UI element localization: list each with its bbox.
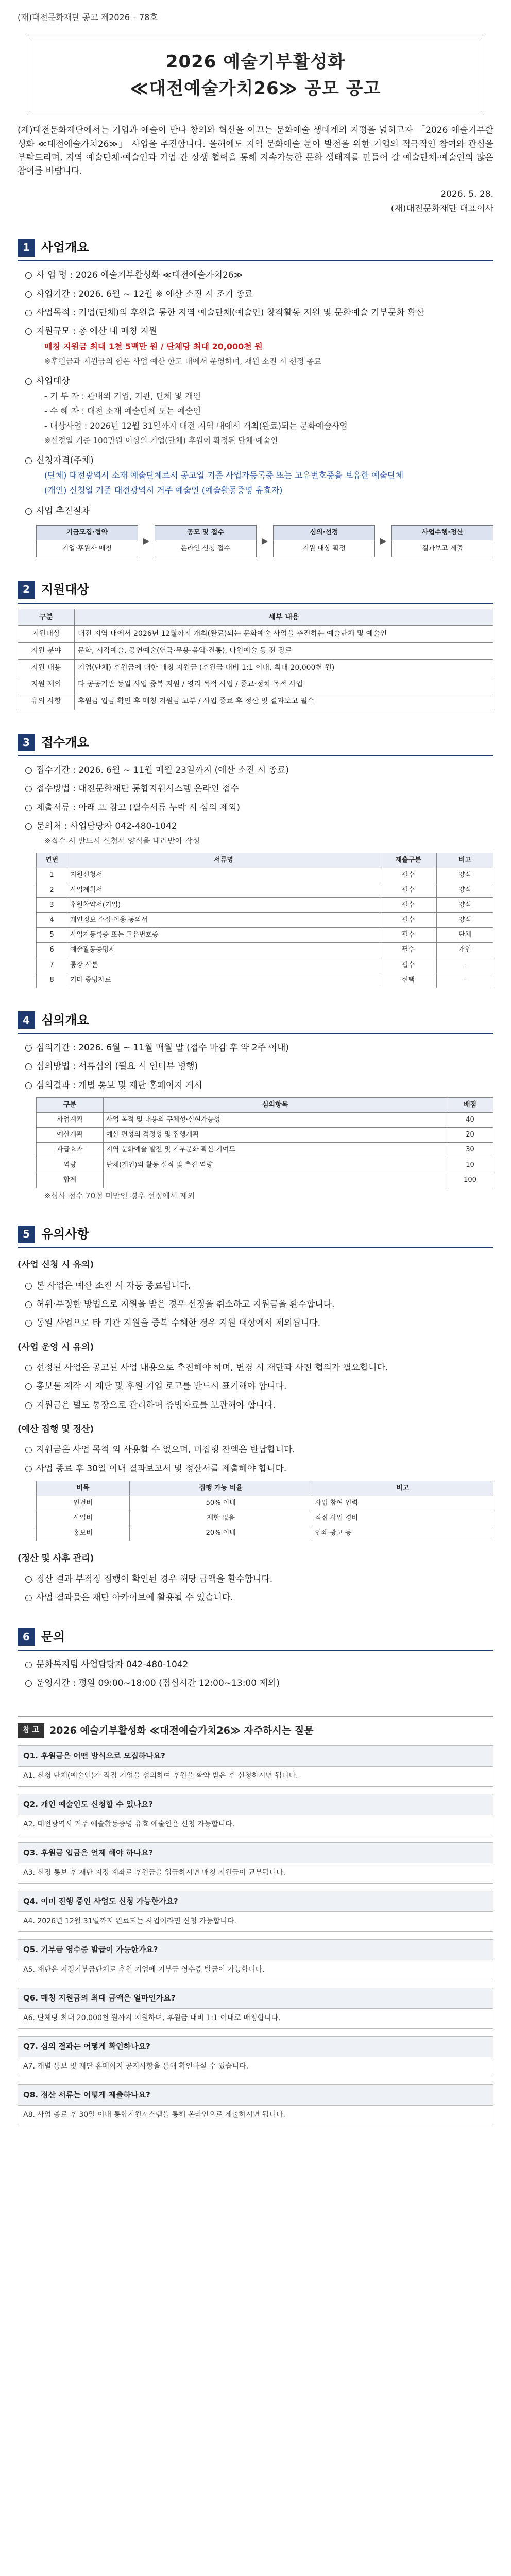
section-6-header <box>18 1628 493 1651</box>
intro-paragraph: (재)대전문화재단에서는 기업과 예술이 만나 창의와 혁신을 이끄는 문화예술 생태계의 지평을 넓히고자 「2026 예술기부활성화 ≪대전예술가치26≫」 사업을 추진합니다. 올해에도 지역 문화예술 분야 발전을 위한 기업의 적극적인 참여와 관심을 부탁드리며, 지역 예술단체·예술인과 기업 간 상생 협력을 통해 지속가능한 문화 생태계를 만들어 갈 예술단체·예술인의 많은 참여를 바랍니다. <box>18 125 493 177</box>
budget-highlight: 매칭 지원금 최대 1천 5백만 원 / 단체당 최대 20,000천 원 <box>44 341 263 351</box>
section-4-header <box>18 1011 493 1034</box>
support-table: 구분 세부 내용 지원대상 대전 지역 내에서 2026년 12월까지 개최(완료)되는 문화예술 사업을 추진하는 예술단체 및 예술인 지원 분야 문학, 시각예술, 공연예술(연극·무용·음악·전통), 다원예술 등 전 장르 지원 내용 기업(단체) 후원금에 대한 매칭 지원금 (후원금 대비 1:1 이내, 최대 20,000천 원) 지원 제외 타 공공기관 동일 사업 중복 지원 / 영리 목적 사업 / 종교·정치 목적 사업 유의 사항 후원금 입금 확인 후 매칭 지원금 교부 / 사업 종료 후 정산 및 결과보고 필수 <box>18 609 493 710</box>
table-row: 지원 분야 문학, 시각예술, 공연예술(연극·무용·음악·전통), 다원예술 등 전 장르 <box>18 642 493 659</box>
subsection-heading: (예산 집행 및 정산) <box>18 1424 94 1435</box>
section-number: 6 <box>18 1628 35 1646</box>
section-title: 문의 <box>41 1629 65 1644</box>
section-title: 지원대상 <box>41 582 89 597</box>
note: ※ 선정일 기준 100만원 이상의 기업(단체) 후원이 확정된 단체·예술인 <box>44 435 493 447</box>
caution-list <box>18 1361 493 1412</box>
documents-table: 연번 서류명 제출구분 비고 1 지원신청서 필수 양식 2 사업계획서 필수 양식 3 후원확약서(기업) 필수 양식 4 개인정보 수집·이용 동의서 필수 양식 5 사업자등록증 또는 고유번호증 필수 단체 6 예술활동증명서 필수 개인 7 통장 사본 필수 - 8 기타 증빙자료 선택 - <box>36 853 493 988</box>
notice-number: (재)대전문화재단 공고 제2026 – 78호 <box>18 12 158 22</box>
page-title-line2: ≪대전예술가치26≫ 공모 공고 <box>130 78 381 99</box>
table-row: 인건비 50% 이내 사업 참여 인력 <box>37 1496 493 1511</box>
faq-item: Q2. 개인 예술인도 신청할 수 있나요? A2. 대전광역시 거주 예술활동증명 유효 예술인은 신청 가능합니다. <box>18 1794 493 1835</box>
list-item: ○ 지원규모 : 총 예산 내 매칭 지원 <box>25 325 493 338</box>
table-row: 2 사업계획서 필수 양식 <box>37 883 493 897</box>
list-item: ○ 홍보물 제작 시 재단 및 후원 기업 로고를 반드시 표기해야 합니다. <box>25 1380 493 1393</box>
table-row: 지원대상 대전 지역 내에서 2026년 12월까지 개최(완료)되는 문화예술 사업을 추진하는 예술단체 및 예술인 <box>18 626 493 643</box>
flow-step: 공모 및 접수 온라인 신청 접수 <box>155 525 257 557</box>
list-item: ○ 접수방법 : 대전문화재단 통합지원시스템 온라인 접수 <box>25 782 493 795</box>
list-item: ○ 접수기간 : 2026. 6월 ~ 11월 매월 23일까지 (예산 소진 시 종료) <box>25 764 493 777</box>
caution-list <box>18 1572 493 1605</box>
target-sub: - 대상사업 : 2026년 12월 31일까지 대전 지역 내에서 개최(완료)되는 문화예술사업 <box>44 420 493 433</box>
section-2-header <box>18 580 493 603</box>
list-item: ○ 선정된 사업은 공고된 사업 내용으로 추진해야 하며, 변경 시 재단과 사전 협의가 필요합니다. <box>25 1361 493 1375</box>
list-item: ○ 정산 결과 부적정 집행이 확인된 경우 해당 금액을 환수합니다. <box>25 1572 493 1586</box>
table-row: 합계 100 <box>37 1173 493 1188</box>
apply-sub: (단체) 대전광역시 소재 예술단체로서 공고일 기준 사업자등록증 또는 고유번호증을 보유한 예술단체 <box>44 470 404 481</box>
section-number: 5 <box>18 1226 35 1243</box>
list-item: ○ 사업 결과물은 재단 아카이브에 활용될 수 있습니다. <box>25 1591 493 1604</box>
faq-item: Q1. 후원금은 어떤 방식으로 모집하나요? A1. 신청 단체(예술인)가 직접 기업을 섭외하여 후원을 확약 받은 후 신청하시면 됩니다. <box>18 1745 493 1787</box>
process-list <box>18 504 493 518</box>
table-row: 사업계획 사업 목적 및 내용의 구체성·실현가능성 40 <box>37 1113 493 1128</box>
table-row: 8 기타 증빙자료 선택 - <box>37 973 493 988</box>
table-row: 1 지원신청서 필수 양식 <box>37 868 493 883</box>
faq-item: Q7. 심의 결과는 어떻게 확인하나요? A7. 개별 통보 및 재단 홈페이지 공지사항을 통해 확인하실 수 있습니다. <box>18 2036 493 2077</box>
flow-step: 사업수행·정산 결과보고 제출 <box>391 525 493 557</box>
section-title: 접수개요 <box>41 735 89 750</box>
table-row: 사업비 제한 없음 직접 사업 경비 <box>37 1511 493 1526</box>
section-number: 4 <box>18 1011 35 1029</box>
section-number: 1 <box>18 239 35 257</box>
list-item: ○ 사업 추진절차 <box>25 504 493 518</box>
list-item: ○ 사업목적 : 기업(단체)의 후원을 통한 지역 예술단체(예술인) 창작활동 지원 및 문화예술 기부문화 확산 <box>25 306 493 319</box>
faq-tag: 참 고 <box>18 1723 44 1738</box>
section-title: 사업개요 <box>41 240 89 255</box>
section-5-header <box>18 1225 493 1248</box>
section-3-list <box>18 764 493 833</box>
table-row: 6 예술활동증명서 필수 개인 <box>37 943 493 958</box>
list-item: ○ 신청자격(주체) <box>25 454 493 467</box>
list-item: ○ 심의방법 : 서류심의 (필요 시 인터뷰 병행) <box>25 1060 493 1073</box>
list-item: ○ 사업기간 : 2026. 6월 ~ 12월 ※ 예산 소진 시 조기 종료 <box>25 287 493 301</box>
notice-date: 2026. 5. 28. <box>440 189 493 199</box>
section-title: 심의개요 <box>41 1012 89 1027</box>
note: ※ 심사 점수 70점 미만인 경우 선정에서 제외 <box>44 1190 493 1202</box>
subsection-heading: (정산 및 사후 관리) <box>18 1553 94 1564</box>
list-item: ○ 지원금은 사업 목적 외 사용할 수 없으며, 미집행 잔액은 반납합니다. <box>25 1443 493 1456</box>
section-number: 2 <box>18 581 35 599</box>
title-box <box>28 37 483 113</box>
target-list <box>18 375 493 388</box>
apply-list <box>18 454 493 467</box>
table-row: 예산계획 예산 편성의 적정성 및 집행계획 20 <box>37 1128 493 1143</box>
subsection-heading: (사업 운영 시 유의) <box>18 1342 94 1352</box>
arrow-right-icon: ▶ <box>143 536 150 546</box>
table-row: 지원 내용 기업(단체) 후원금에 대한 매칭 지원금 (후원금 대비 1:1 이내, 최대 20,000천 원) <box>18 659 493 676</box>
section-3-header <box>18 733 493 756</box>
list-item: ○ 심의결과 : 개별 통보 및 재단 홈페이지 게시 <box>25 1079 493 1092</box>
table-row: 유의 사항 후원금 입금 확인 후 매칭 지원금 교부 / 사업 종료 후 정산 및 결과보고 필수 <box>18 693 493 710</box>
list-item: ○ 사업대상 <box>25 375 493 388</box>
table-row: 역량 단체(개인)의 활동 실적 및 추진 역량 10 <box>37 1158 493 1173</box>
arrow-right-icon: ▶ <box>380 536 387 546</box>
criteria-table: 구분 심의항목 배점 사업계획 사업 목적 및 내용의 구체성·실현가능성 40 예산계획 예산 편성의 적정성 및 집행계획 20 파급효과 지역 문화예술 발전 및 기부문화 확산 기여도 30 역량 단체(개인)의 활동 실적 및 추진 역량 10 합계 100 <box>36 1097 493 1188</box>
list-item: ○ 심의기간 : 2026. 6월 ~ 11월 매월 말 (접수 마감 후 약 2주 이내) <box>25 1041 493 1055</box>
section-1-header <box>18 238 493 261</box>
list-item: ○ 동일 사업으로 타 기관 지원을 중복 수혜한 경우 지원 대상에서 제외됩니다. <box>25 1316 493 1330</box>
contact-list <box>18 1658 493 1690</box>
table-row: 홍보비 20% 이내 인쇄·광고 등 <box>37 1526 493 1541</box>
note: ※ 후원금과 지원금의 합은 사업 예산 한도 내에서 운영하며, 재원 소진 시 선정 종료 <box>44 355 493 367</box>
caution-list <box>18 1279 493 1330</box>
flow-step: 심의·선정 지원 대상 확정 <box>273 525 375 557</box>
table-row: 지원 제외 타 공공기관 동일 사업 중복 지원 / 영리 목적 사업 / 종교·정치 목적 사업 <box>18 676 493 693</box>
caution-list <box>18 1443 493 1476</box>
list-item: ○ 제출서류 : 아래 표 참고 (필수서류 누락 시 심의 제외) <box>25 801 493 815</box>
page-title-line1: 2026 예술기부활성화 <box>165 51 346 72</box>
list-item: ○ 문의처 : 사업담당자 042-480-1042 <box>25 820 493 833</box>
list-item: ○ 사 업 명 : 2026 예술기부활성화 ≪대전예술가치26≫ <box>25 268 493 282</box>
list-item: ○ 허위·부정한 방법으로 지원을 받은 경우 선정을 취소하고 지원금을 환수합니다. <box>25 1298 493 1311</box>
process-flow <box>36 525 493 557</box>
subsection-heading: (사업 신청 시 유의) <box>18 1260 94 1270</box>
faq-header <box>18 1716 493 1738</box>
list-item: ○ 문화복지팀 사업담당자 042-480-1042 <box>25 1658 493 1671</box>
issuer: (재)대전문화재단 대표이사 <box>390 203 493 214</box>
target-sub: - 기 부 자 : 관내외 기업, 기관, 단체 및 개인 <box>44 390 493 403</box>
note: ※ 접수 시 반드시 신청서 양식을 내려받아 작성 <box>44 835 493 847</box>
list-item: ○ 운영시간 : 평일 09:00~18:00 (점심시간 12:00~13:00 제외) <box>25 1676 493 1690</box>
table-row: 3 후원확약서(기업) 필수 양식 <box>37 897 493 912</box>
faq-item: Q4. 이미 진행 중인 사업도 신청 가능한가요? A4. 2026년 12월 31일까지 완료되는 사업이라면 신청 가능합니다. <box>18 1891 493 1932</box>
list-item: ○ 본 사업은 예산 소진 시 자동 종료됩니다. <box>25 1279 493 1293</box>
table-row: 4 개인정보 수집·이용 동의서 필수 양식 <box>37 913 493 928</box>
apply-sub: (개인) 신청일 기준 대전광역시 거주 예술인 (예술활동증명 유효자) <box>44 485 283 495</box>
flow-step: 기금모집·협약 기업·후원자 매칭 <box>36 525 138 557</box>
target-sub: - 수 혜 자 : 대전 소재 예술단체 또는 예술인 <box>44 405 493 418</box>
table-row: 7 통장 사본 필수 - <box>37 958 493 973</box>
table-row: 파급효과 지역 문화예술 발전 및 기부문화 확산 기여도 30 <box>37 1143 493 1158</box>
faq-item: Q6. 매칭 지원금의 최대 금액은 얼마인가요? A6. 단체당 최대 20,000천 원까지 지원하며, 후원금 대비 1:1 이내로 매칭합니다. <box>18 1988 493 2029</box>
list-item: ○ 지원금은 별도 통장으로 관리하며 증빙자료를 보관해야 합니다. <box>25 1399 493 1412</box>
faq-item: Q5. 기부금 영수증 발급이 가능한가요? A5. 재단은 지정기부금단체로 후원 기업에 기부금 영수증 발급이 가능합니다. <box>18 1939 493 1980</box>
section-title: 유의사항 <box>41 1227 89 1242</box>
section-1-list <box>18 268 493 338</box>
budget-table: 비목 집행 가능 비율 비고 인건비 50% 이내 사업 참여 인력 사업비 제한 없음 직접 사업 경비 홍보비 20% 이내 인쇄·광고 등 <box>36 1481 493 1541</box>
faq-item: Q8. 정산 서류는 어떻게 제출하나요? A8. 사업 종료 후 30일 이내 통합지원시스템을 통해 온라인으로 제출하시면 됩니다. <box>18 2084 493 2126</box>
list-item: ○ 사업 종료 후 30일 이내 결과보고서 및 정산서를 제출해야 합니다. <box>25 1462 493 1476</box>
table-row: 5 사업자등록증 또는 고유번호증 필수 단체 <box>37 928 493 943</box>
section-4-list <box>18 1041 493 1092</box>
section-number: 3 <box>18 734 35 751</box>
arrow-right-icon: ▶ <box>261 536 268 546</box>
faq-title: 2026 예술기부활성화 ≪대전예술가치26≫ 자주하시는 질문 <box>49 1724 314 1736</box>
faq-item: Q3. 후원금 입금은 언제 해야 하나요? A3. 선정 통보 후 재단 지정 계좌로 후원금을 입금하시면 매칭 지원금이 교부됩니다. <box>18 1842 493 1884</box>
